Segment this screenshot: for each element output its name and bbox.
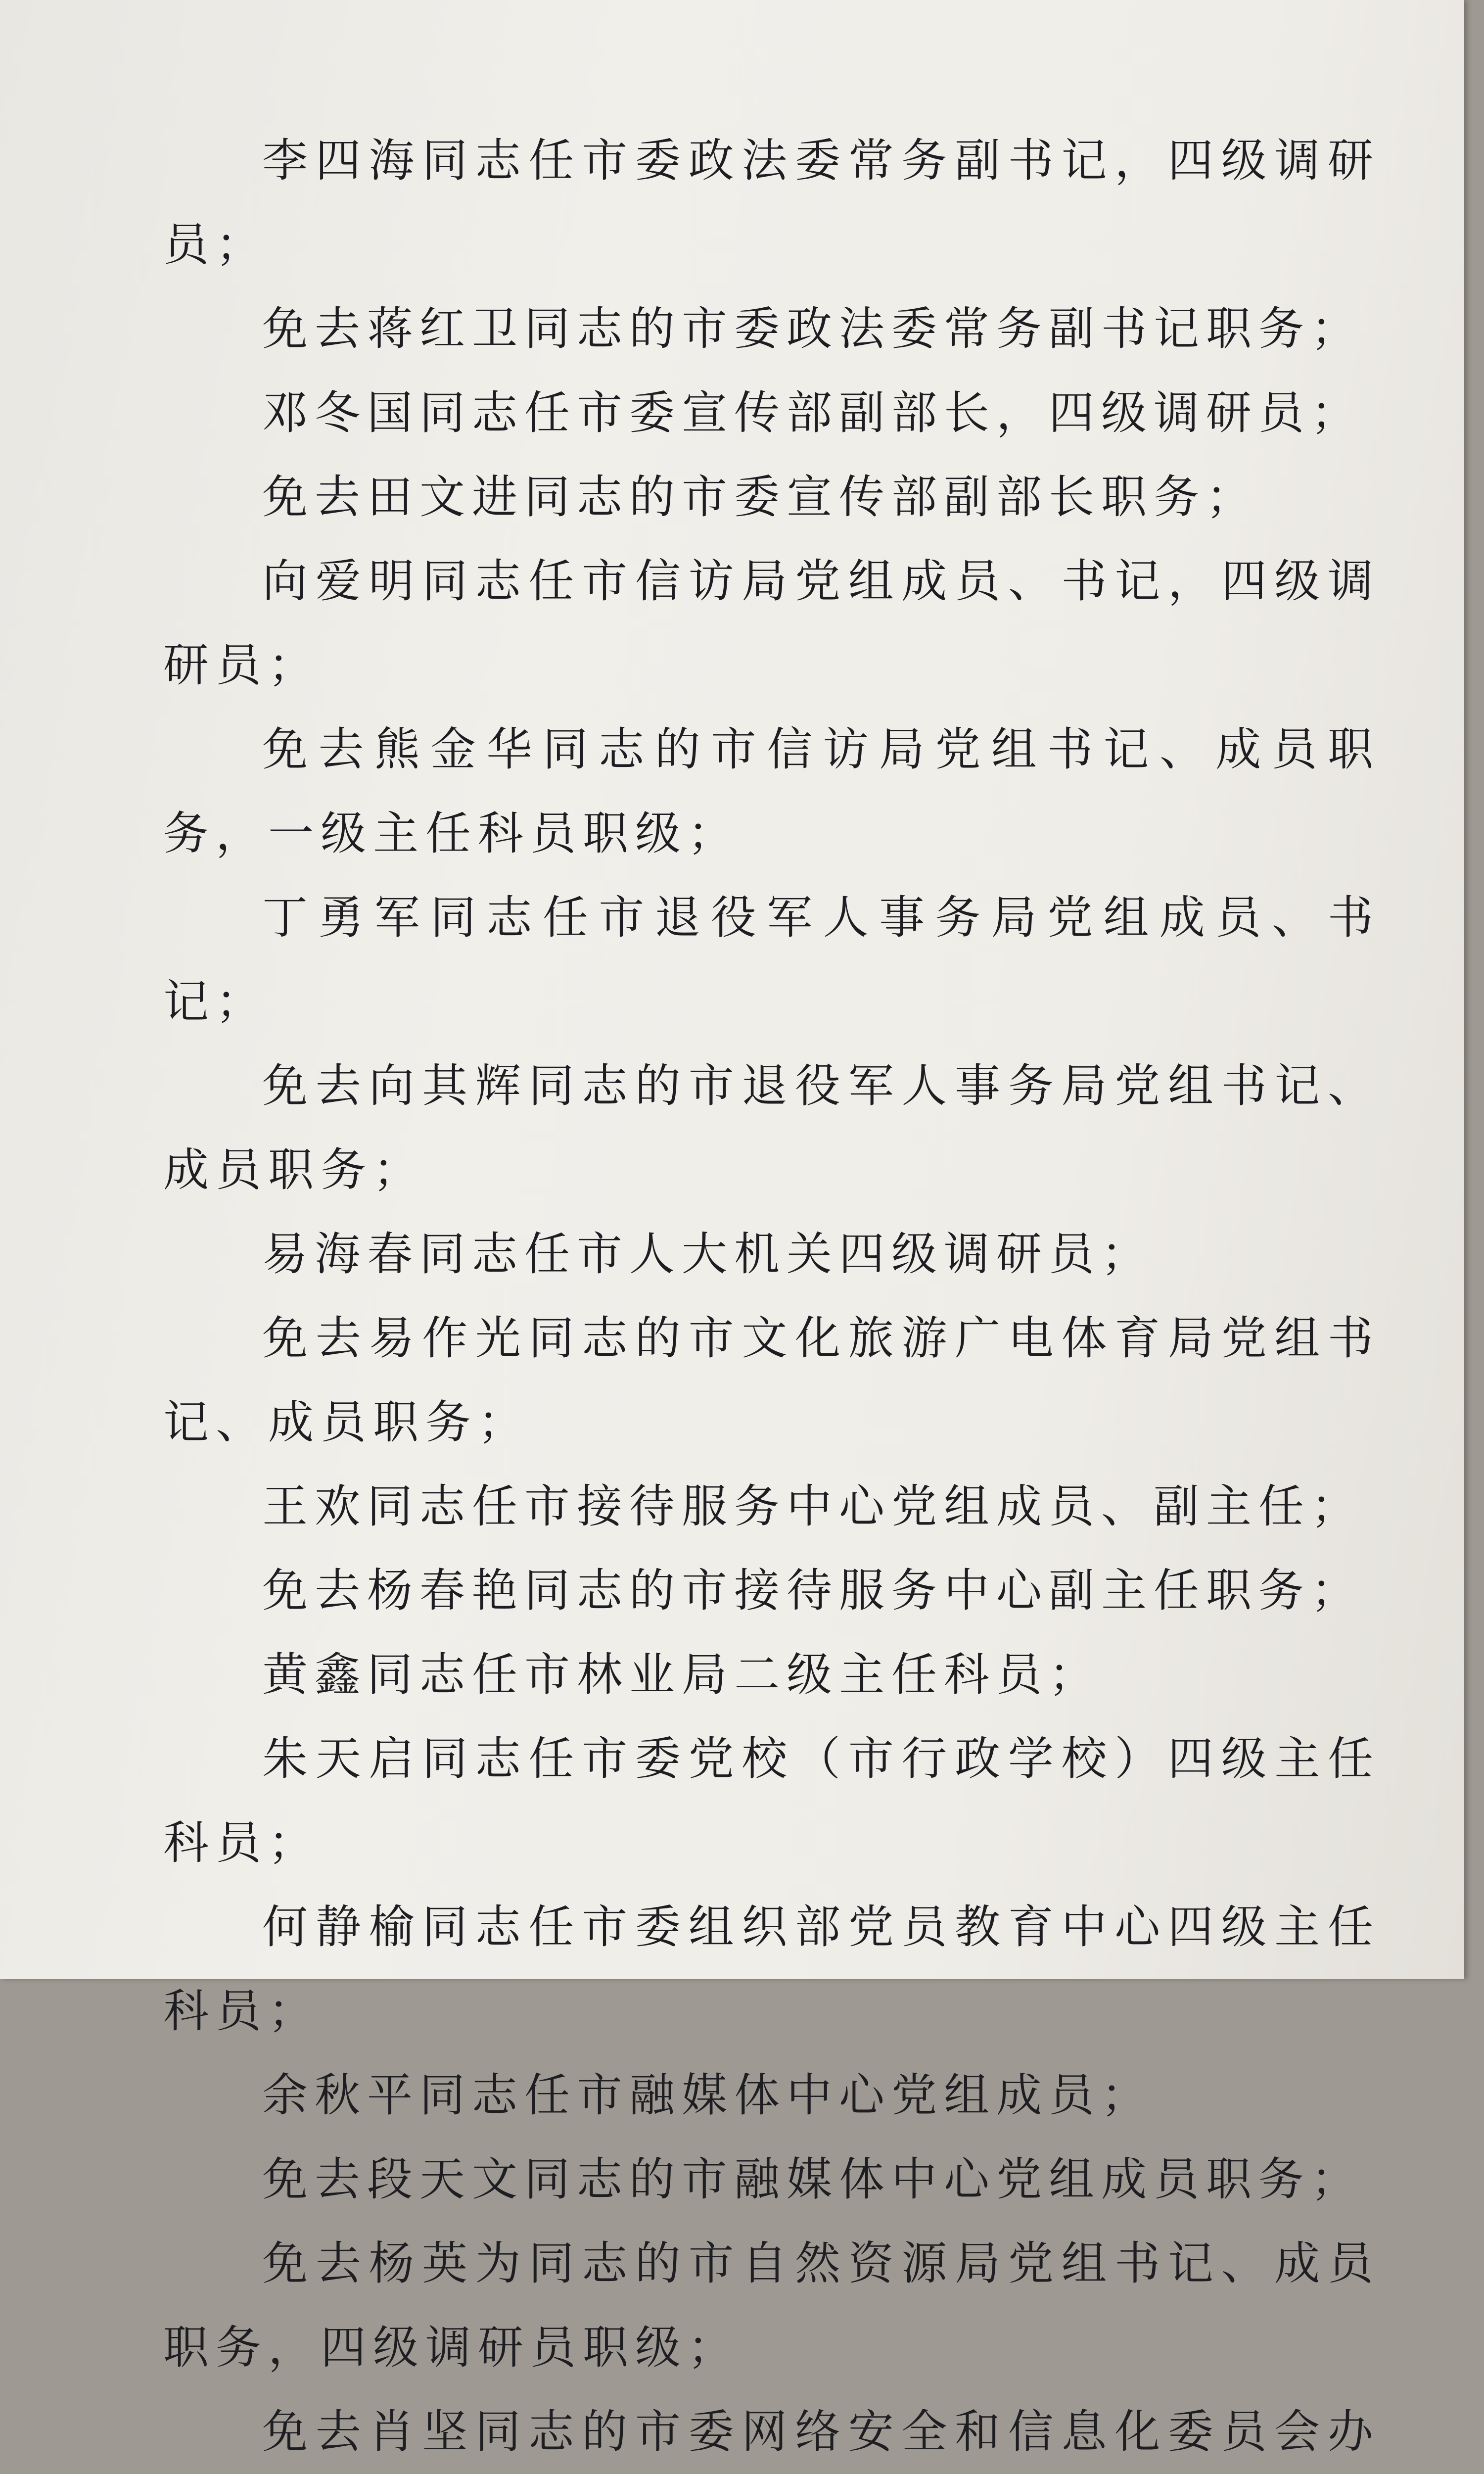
paragraph: 邓冬国同志任市委宣传部副部长，四级调研员； xyxy=(262,386,1364,439)
paragraph: 易海春同志任市人大机关四级调研员； xyxy=(262,1228,1154,1281)
paragraph: 丁勇军同志任市退役军人事务局党组成员、书记； xyxy=(163,891,1380,1028)
paragraph: 免去杨英为同志的市自然资源局党组书记、成员职务，四级调研员职级； xyxy=(163,2237,1380,2374)
paragraph: 王欢同志任市接待服务中心党组成员、副主任； xyxy=(262,1480,1364,1533)
paragraph: 何静榆同志任市委组织部党员教育中心四级主任科员； xyxy=(163,1901,1380,2038)
paragraph: 免去熊金华同志的市信访局党组书记、成员职务，一级主任科员职级； xyxy=(163,723,1380,860)
document-body xyxy=(163,119,1380,2474)
paragraph: 朱天启同志任市委党校（市行政学校）四级主任科员； xyxy=(163,1732,1380,1869)
paragraph: 余秋平同志任市融媒体中心党组成员； xyxy=(262,2069,1154,2122)
paragraph: 免去蒋红卫同志的市委政法委常务副书记职务； xyxy=(262,302,1364,355)
paragraph: 免去田文进同志的市委宣传部副部长职务； xyxy=(262,471,1259,523)
paragraph: 黄鑫同志任市林业局二级主任科员； xyxy=(262,1648,1102,1701)
paragraph: 免去易作光同志的市文化旅游广电体育局党组书记、成员职务； xyxy=(163,1312,1380,1449)
paragraph: 免去段天文同志的市融媒体中心党组成员职务； xyxy=(262,2153,1364,2206)
paragraph: 向爱明同志任市信访局党组成员、书记，四级调研员； xyxy=(163,555,1380,692)
paragraph: 免去肖坚同志的市委网络安全和信息化委员会办 xyxy=(262,2405,1380,2458)
paragraph: 免去杨春艳同志的市接待服务中心副主任职务； xyxy=(262,1564,1364,1617)
paragraph: 李四海同志任市委政法委常务副书记，四级调研员； xyxy=(163,134,1380,271)
paragraph: 免去向其辉同志的市退役军人事务局党组书记、成员职务； xyxy=(163,1059,1380,1196)
